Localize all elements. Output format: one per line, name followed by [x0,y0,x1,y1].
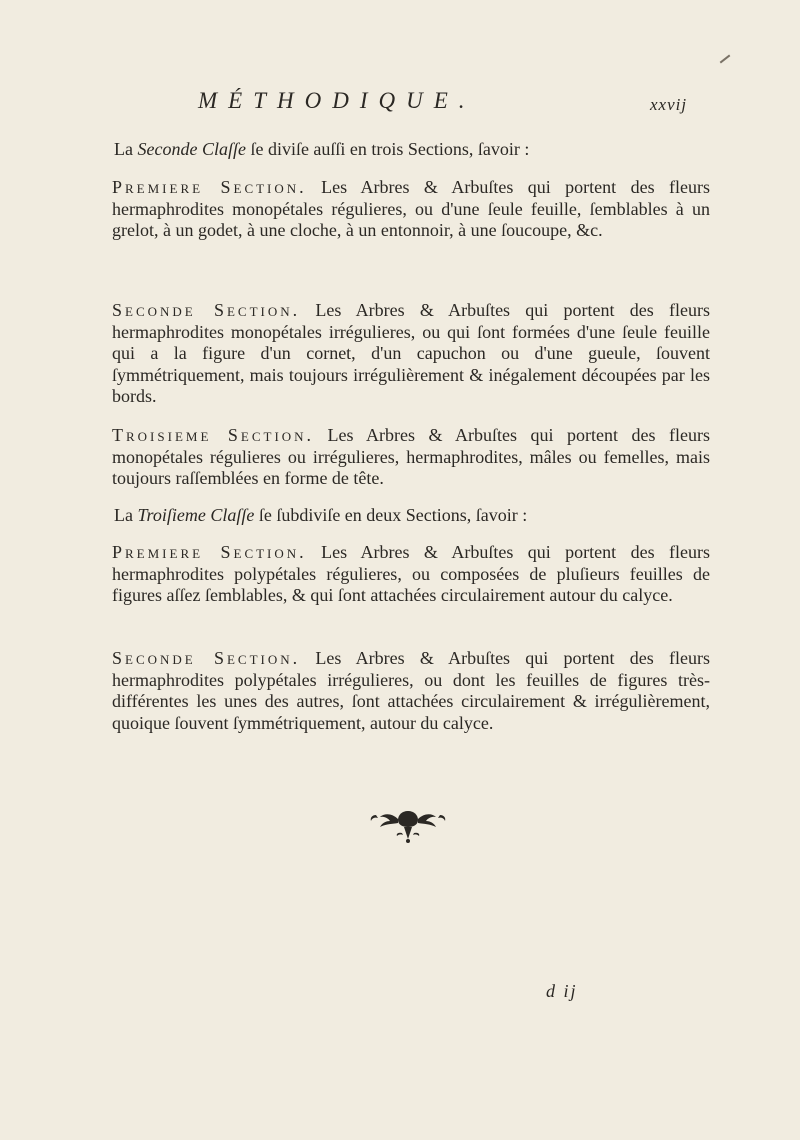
paragraph-text: Les Arbres & Arbuſtes qui portent des fleurs hermaphrodites polypétales régulieres, ou composées de pluſieurs feuilles de figures aſſez ſemblables, & qui ſont attachées circulairement autour du calyce. [112,542,710,606]
margin-mark [720,55,731,64]
paragraph-text: Les Arbres & Arbuſtes qui portent des fleurs hermaphrodites monopétales régulieres, ou d'une ſeule feuille, ſemblables à un grelot, à un godet, à une cloche, à un entonnoir, à une ſoucoupe, &c. [112,177,710,241]
class-name-italic: Troiſieme Claſſe [137,505,255,525]
paragraph-text: Les Arbres & Arbuſtes qui portent des fleurs hermaphrodites polypétales irrégulieres, ou dont les feuilles de figures très-différentes les unes des autres, ſont attachées circulairement & irrégulièrement, quoique ſouvent ſymmétriquement, autour du calyce. [112,648,710,733]
signature-mark: d ij [546,981,578,1001]
paragraph-text: La [114,505,138,525]
page-number: xxvij [650,95,688,114]
section-heading: Seconde Section. [112,648,301,668]
paragraph-seconde-section-2 [112,648,710,734]
paragraph-troisieme-classe [112,505,710,527]
paragraph-premiere-section-2 [112,542,710,607]
class-name-italic: Seconde Claſſe [137,139,246,159]
section-heading: Premiere Section. [112,542,307,562]
paragraph-text: ſe ſubdiviſe en deux Sections, ſavoir : [254,505,528,525]
section-heading: Troisieme Section. [112,425,315,445]
running-head-title: MÉTHODIQUE. [198,88,476,113]
paragraph-seconde-classe [112,139,710,161]
paragraph-seconde-section [112,300,710,408]
paragraph-text: Les Arbres & Arbuſtes qui portent des fleurs hermaphrodites monopétales irrégulieres, ou qui ſont formées d'une ſeule feuille qui a la figure d'un cornet, d'un capuchon ou d'une gueule, ſouvent ſymmétriquement, mais toujours irrégulièrement & inégalement découpées par les bords. [112,300,710,407]
paragraph-text: ſe diviſe auſſi en trois Sections, ſavoir : [245,139,530,159]
section-heading: Seconde Section. [112,300,301,320]
paragraph-premiere-section [112,177,710,242]
paragraph-text: Les Arbres & Arbuſtes qui portent des fleurs monopétales régulieres ou irrégulieres, hermaphrodites, mâles ou femelles, mais toujours raſſemblées en forme de tête. [112,425,710,489]
printers-ornament [368,805,448,845]
paragraph-troisieme-section [112,425,710,490]
section-heading: Premiere Section. [112,177,307,197]
paragraph-text: La [114,139,138,159]
